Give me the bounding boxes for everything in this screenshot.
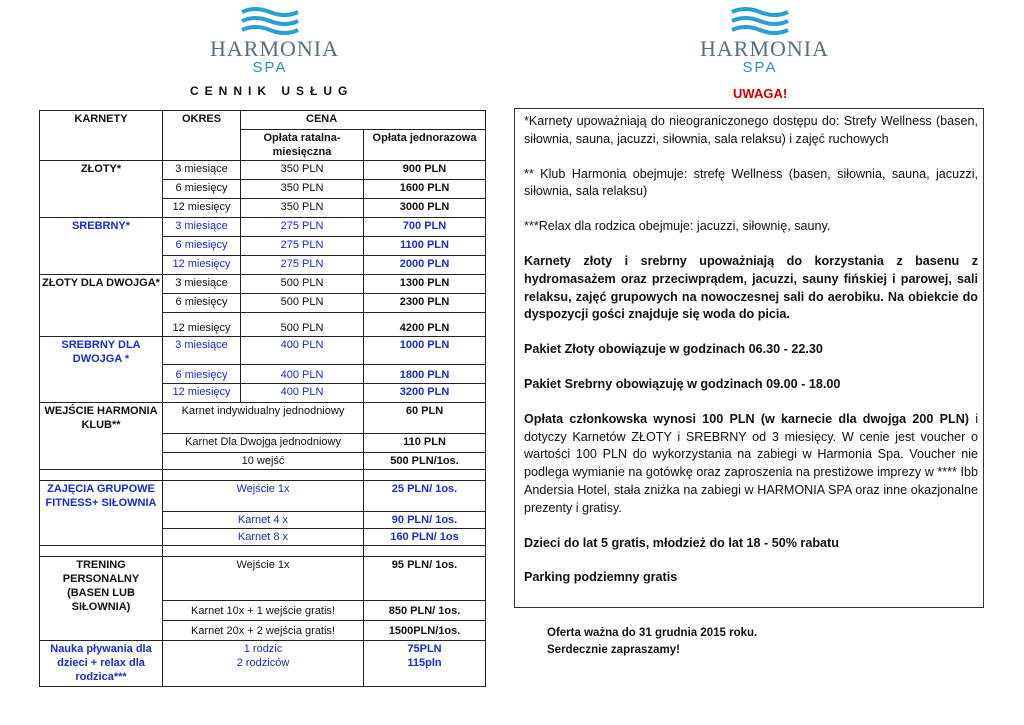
- header-jednorazowa: Opłata jednorazowa: [364, 130, 486, 161]
- monthly-price: 350 PLN: [241, 180, 364, 199]
- one-time-price: 60 PLN: [364, 403, 486, 434]
- logo-sub: SPA: [252, 59, 288, 76]
- monthly-price: 400 PLN: [241, 365, 364, 384]
- service: Wejście 1x: [163, 481, 364, 512]
- note-7-rest: i dotyczy Karnetów ZŁOTY i SREBRNY od 3 miesięcy. W cenie jest voucher o wartości 100 PLN do wykorzystania na zabiegi w Harmonia Spa. Voucher nie podlega wymianie na gotówkę oraz zaproszenia na prestiżowe imprezy w **** Ibb Andersia Hotel, stała zniżka na zabiegi w HARMONIA SPA oraz inne okazjonalne prezenty i gratisy.: [524, 411, 979, 515]
- period: 3 miesiące: [163, 161, 241, 180]
- service: Karnet 20x + 2 wejścia gratis!: [163, 621, 364, 641]
- header-ratalna: Opłata ratalna-miesięczna: [241, 130, 364, 161]
- period: 3 miesiące: [163, 218, 241, 237]
- package-name: ZAJĘCIA GRUPOWE FITNESS+ SIŁOWNIA: [40, 481, 163, 546]
- package-name: TRENING PERSONALNY (BASEN LUB SIŁOWNIA): [40, 557, 163, 641]
- options-cell: [163, 641, 364, 687]
- logo-brand: HARMONIA: [210, 36, 339, 61]
- option-2-rodzicow: 2 rodziców: [236, 657, 290, 669]
- logo-left: [210, 6, 339, 76]
- period: 12 miesięcy: [163, 384, 241, 403]
- one-time-price: 850 PLN/ 1os.: [364, 601, 486, 621]
- service: Karnet 10x + 1 wejście gratis!: [163, 601, 364, 621]
- package-name: Nauka pływania dla dzieci + relax dla rodzica***: [40, 641, 163, 687]
- logo-right: [700, 6, 829, 76]
- offer-validity: Oferta ważna do 31 grudnia 2015 roku.: [547, 627, 758, 639]
- service: Karnet 4 x: [163, 512, 364, 529]
- note-5: Pakiet Złoty obowiązuje w godzinach 06.30 - 22.30: [524, 342, 823, 357]
- one-time-price: 160 PLN/ 1os: [364, 529, 486, 546]
- notice-box: [514, 108, 984, 608]
- monthly-price: 500 PLN: [241, 275, 364, 294]
- one-time-price: 500 PLN/1os.: [364, 453, 486, 470]
- price-2: 115pln: [407, 657, 442, 669]
- package-name: ZŁOTY DLA DWOJGA*: [40, 275, 163, 337]
- one-time-price: 700 PLN: [364, 218, 486, 237]
- package-name: WEJŚCIE HARMONIA KLUB**: [40, 403, 163, 470]
- prices-cell: [364, 641, 486, 687]
- package-name: SREBRNY*: [40, 218, 163, 275]
- period: 6 miesięcy: [163, 294, 241, 313]
- one-time-price: 3000 PLN: [364, 199, 486, 218]
- one-time-price: 1600 PLN: [364, 180, 486, 199]
- monthly-price: 500 PLN: [241, 294, 364, 313]
- monthly-price: 350 PLN: [241, 161, 364, 180]
- period: 12 miesięcy: [163, 199, 241, 218]
- period: 6 miesięcy: [163, 237, 241, 256]
- header-karnety: KARNETY: [40, 111, 163, 161]
- monthly-price: 275 PLN: [241, 256, 364, 275]
- one-time-price: 900 PLN: [364, 161, 486, 180]
- one-time-price: 2000 PLN: [364, 256, 486, 275]
- note-7-bold: Opłata członkowska wynosi 100 PLN (w karnecie dla dwojga 200 PLN): [524, 411, 969, 426]
- one-time-price: 1100 PLN: [364, 237, 486, 256]
- one-time-price: 3200 PLN: [364, 384, 486, 403]
- one-time-price: 25 PLN/ 1os.: [364, 481, 486, 512]
- period: 12 miesięcy: [163, 313, 241, 337]
- service: Karnet 8 x: [163, 529, 364, 546]
- service: Karnet Dla Dwojga jednodniowy: [163, 434, 364, 453]
- wave-logo-icon: [730, 6, 790, 36]
- monthly-price: 275 PLN: [241, 237, 364, 256]
- wave-logo-icon: [240, 6, 300, 36]
- price-1: 75PLN: [407, 643, 442, 655]
- notice-title: UWAGA!: [733, 86, 788, 101]
- note-7: [524, 411, 978, 518]
- logo-brand: HARMONIA: [700, 36, 829, 61]
- note-6: Pakiet Srebrny obowiązuję w godzinach 09.00 - 18.00: [524, 376, 841, 391]
- one-time-price: 1300 PLN: [364, 275, 486, 294]
- monthly-price: 500 PLN: [241, 313, 364, 337]
- note-3: ***Relax dla rodzica obejmuje: jacuzzi, siłownię, sauny.: [524, 219, 831, 234]
- one-time-price: 95 PLN/ 1os.: [364, 557, 486, 601]
- one-time-price: 90 PLN/ 1os.: [364, 512, 486, 529]
- package-name: SREBRNY DLA DWOJGA *: [40, 337, 163, 403]
- service: Karnet indywidualny jednodniowy: [163, 403, 364, 434]
- service: 10 wejść: [163, 453, 364, 470]
- monthly-price: 400 PLN: [241, 384, 364, 403]
- period: 3 miesiące: [163, 337, 241, 365]
- period: 12 miesięcy: [163, 256, 241, 275]
- price-list-title: CENNIK USŁUG: [190, 84, 354, 98]
- monthly-price: 400 PLN: [241, 337, 364, 365]
- option-1-rodzic: 1 rodzic: [243, 643, 283, 655]
- one-time-price: 1000 PLN: [364, 337, 486, 365]
- monthly-price: 275 PLN: [241, 218, 364, 237]
- header-okres: OKRES: [163, 111, 241, 161]
- one-time-price: 1800 PLN: [364, 365, 486, 384]
- one-time-price: 2300 PLN: [364, 294, 486, 313]
- note-4: Karnety złoty i srebrny upoważniają do korzystania z basenu z hydromasażem oraz przeciwprądem, jacuzzi, sauny fińskiej i parowej, sali relaksu, zajęć grupowych na nowoczesnej sali do aerobiku. Na obiekcie do dyspozycji gości znajduje się woda do picia.: [524, 253, 978, 322]
- note-9: Parking podziemny gratis: [524, 570, 678, 585]
- note-2: ** Klub Harmonia obejmuje: strefę Wellness (basen, siłownia, sauna, jacuzzi, siłownia, sala relaksu): [524, 166, 978, 199]
- logo-sub: SPA: [742, 59, 778, 76]
- note-8: Dzieci do lat 5 gratis, młodzież do lat 18 - 50% rabatu: [524, 535, 839, 550]
- note-1: *Karnety upoważniają do nieograniczonego dostępu do: Strefy Wellness (basen, siłownia, sauna, jacuzzi, siłownia, sala relaksu) i zajęć ruchowych: [524, 114, 978, 146]
- invitation: Serdecznie zapraszamy!: [547, 644, 680, 656]
- period: 3 miesiące: [163, 275, 241, 294]
- period: 6 miesięcy: [163, 180, 241, 199]
- one-time-price: 110 PLN: [364, 434, 486, 453]
- service: Wejście 1x: [163, 557, 364, 601]
- header-cena: CENA: [241, 111, 486, 130]
- period: 6 miesięcy: [163, 365, 241, 384]
- one-time-price: 1500PLN/1os.: [364, 621, 486, 641]
- footer: [547, 625, 757, 659]
- price-table: [39, 110, 486, 687]
- monthly-price: 350 PLN: [241, 199, 364, 218]
- package-name: ZŁOTY*: [40, 161, 163, 218]
- one-time-price: 4200 PLN: [364, 313, 486, 337]
